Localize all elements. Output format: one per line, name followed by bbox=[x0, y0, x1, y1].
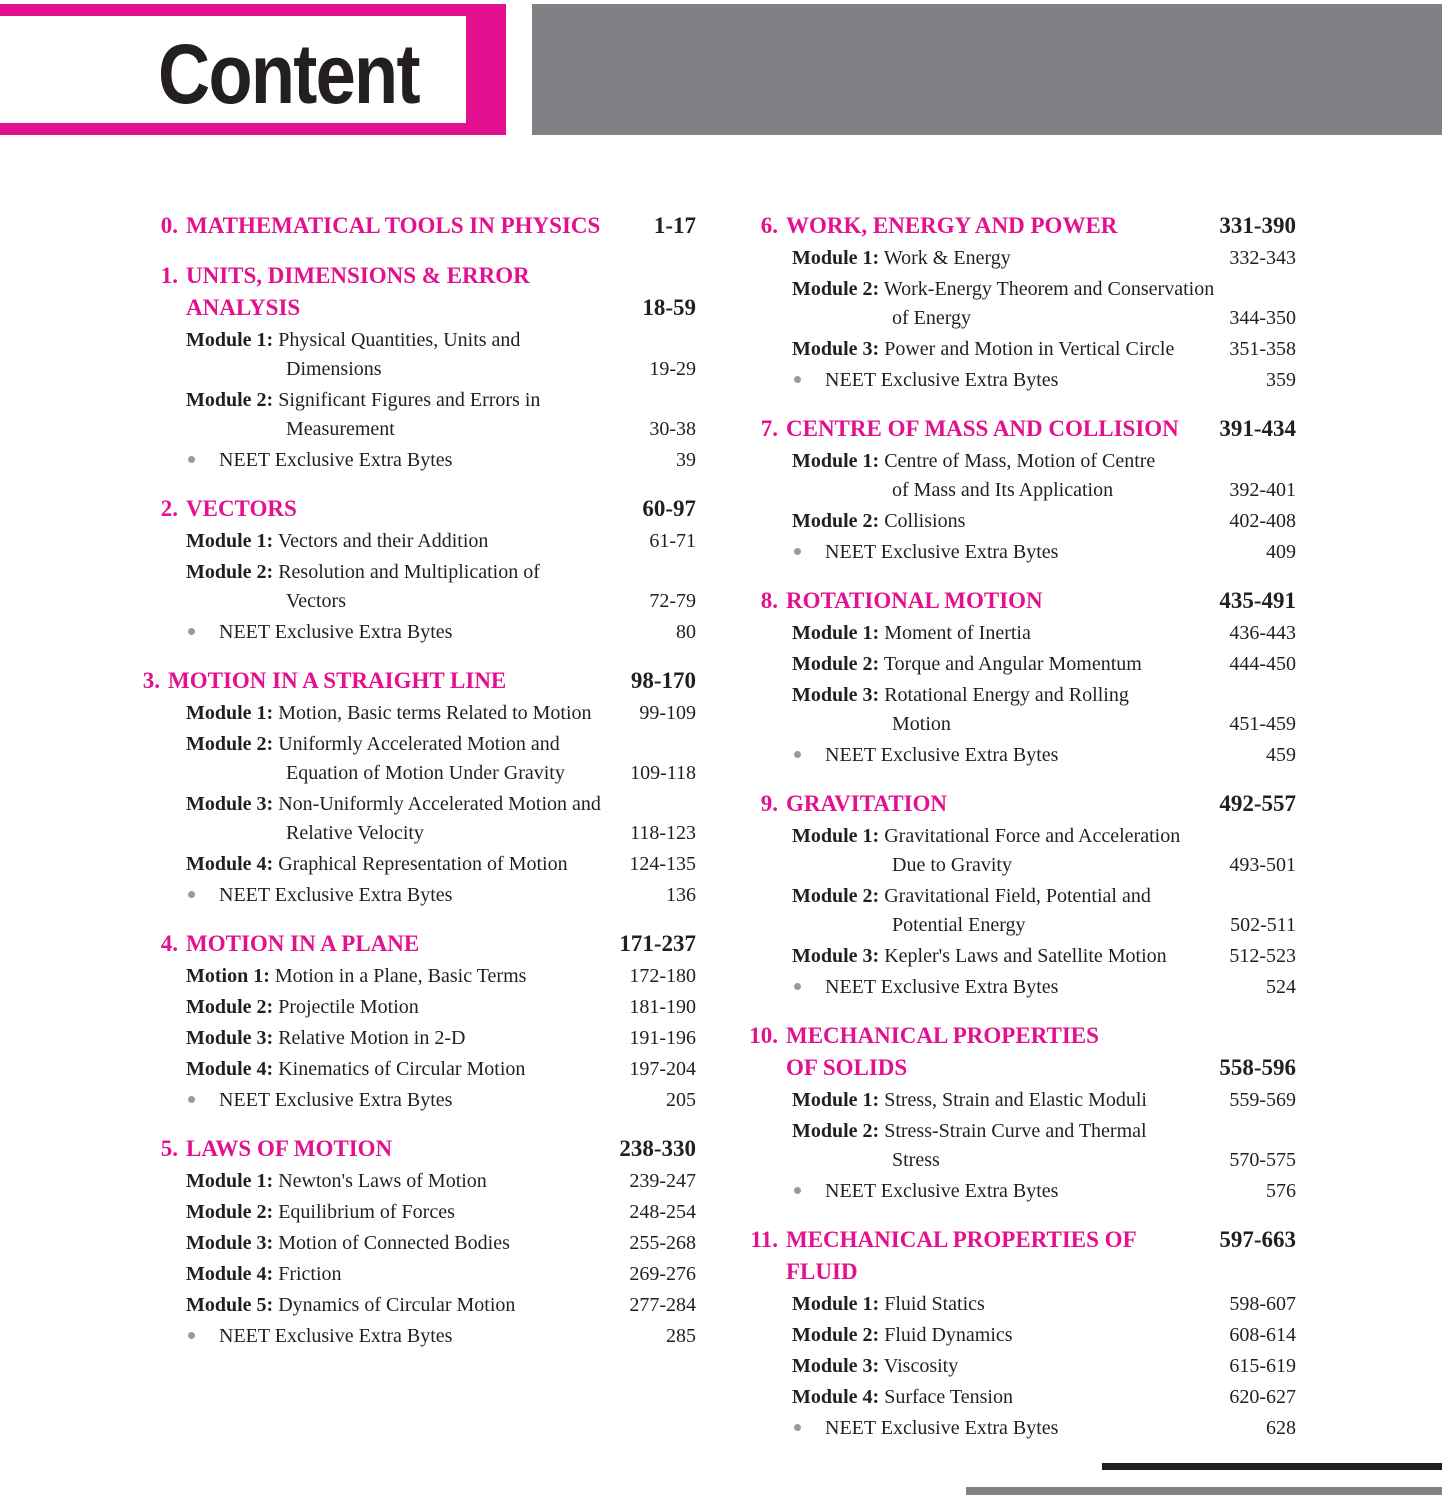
module-title: NEET Exclusive Extra Bytes bbox=[825, 744, 1059, 766]
module-title: Power and Motion in Vertical Circle bbox=[884, 338, 1175, 360]
module-title: NEET Exclusive Extra Bytes bbox=[219, 884, 453, 906]
footer-rule-gray bbox=[966, 1487, 1442, 1495]
chapter-title: WORK, ENERGY AND POWER bbox=[786, 213, 1118, 238]
module-title: Kinematics of Circular Motion bbox=[278, 1058, 526, 1080]
module-page-range: 136 bbox=[666, 884, 696, 906]
module-item[interactable] bbox=[186, 993, 696, 1022]
module-page-range: 72-79 bbox=[649, 590, 696, 612]
chapter-title: LAWS OF MOTION bbox=[186, 1136, 393, 1161]
module-title: Relative Velocity bbox=[286, 822, 424, 844]
module-page-range: 277-284 bbox=[629, 1294, 696, 1316]
bullet-icon bbox=[794, 751, 801, 758]
toc-chapter bbox=[138, 1133, 696, 1351]
module-label: Module 1: bbox=[792, 450, 880, 472]
module-item[interactable] bbox=[186, 527, 696, 556]
module-item[interactable] bbox=[186, 1055, 696, 1084]
module-page-range: 444-450 bbox=[1229, 653, 1296, 675]
bullet-icon bbox=[188, 891, 195, 898]
module-title: Friction bbox=[278, 1263, 342, 1285]
module-page-range: 205 bbox=[666, 1089, 696, 1111]
module-title: Projectile Motion bbox=[278, 996, 419, 1018]
chapter-heading[interactable] bbox=[744, 413, 1296, 445]
module-label: Module 2: bbox=[792, 1324, 880, 1346]
module-item[interactable] bbox=[792, 822, 1296, 880]
module-label: Module 2: bbox=[186, 996, 274, 1018]
module-title: Dynamics of Circular Motion bbox=[278, 1294, 516, 1316]
module-label: Module 1: bbox=[792, 1089, 880, 1111]
toc-chapter bbox=[744, 210, 1296, 395]
module-item[interactable] bbox=[792, 1117, 1296, 1175]
module-page-range: 39 bbox=[676, 449, 696, 471]
module-list bbox=[792, 822, 1296, 1002]
module-page-range: 118-123 bbox=[630, 822, 696, 844]
chapter-page-range: 238-330 bbox=[619, 1136, 696, 1161]
module-item[interactable] bbox=[186, 730, 696, 788]
extra-bytes-item[interactable] bbox=[792, 741, 1296, 770]
module-label: Module 2: bbox=[792, 653, 880, 675]
module-title: Equilibrium of Forces bbox=[278, 1201, 455, 1223]
module-title: Gravitational Force and Acceleration bbox=[884, 825, 1181, 847]
module-page-range: 615-619 bbox=[1229, 1355, 1296, 1377]
chapter-page-range: 331-390 bbox=[1219, 213, 1296, 238]
chapter-heading[interactable] bbox=[138, 928, 696, 960]
module-label: Module 1: bbox=[792, 247, 880, 269]
module-label: Module 4: bbox=[186, 1058, 274, 1080]
page-title: Content bbox=[158, 27, 419, 121]
module-title: Vectors and their Addition bbox=[277, 530, 489, 552]
module-title: Dimensions bbox=[286, 358, 382, 380]
module-label: Module 2: bbox=[792, 510, 880, 532]
module-label: Module 2: bbox=[186, 733, 274, 755]
chapter-title: ROTATIONAL MOTION bbox=[786, 588, 1043, 613]
chapter-heading[interactable] bbox=[744, 1224, 1296, 1288]
toc-chapter bbox=[138, 665, 696, 910]
module-title: Vectors bbox=[286, 590, 346, 612]
module-list bbox=[792, 1086, 1296, 1206]
extra-bytes-item[interactable] bbox=[186, 618, 696, 647]
bullet-icon bbox=[794, 376, 801, 383]
module-label: Module 1: bbox=[792, 825, 880, 847]
chapter-title: MOTION IN A STRAIGHT LINE bbox=[168, 668, 507, 693]
module-label: Module 2: bbox=[792, 278, 880, 300]
module-label: Module 3: bbox=[792, 338, 880, 360]
module-page-range: 502-511 bbox=[1230, 914, 1296, 936]
module-title: Rotational Energy and Rolling bbox=[884, 684, 1129, 706]
module-page-range: 392-401 bbox=[1229, 479, 1296, 501]
module-title: of Mass and Its Application bbox=[892, 479, 1114, 501]
module-title: Motion bbox=[892, 713, 951, 735]
module-title: Kepler's Laws and Satellite Motion bbox=[884, 945, 1167, 967]
chapter-heading[interactable] bbox=[744, 210, 1296, 242]
module-item[interactable] bbox=[186, 558, 696, 616]
module-title: Motion, Basic terms Related to Motion bbox=[278, 702, 592, 724]
module-title: Surface Tension bbox=[884, 1386, 1013, 1408]
module-title: Physical Quantities, Units and bbox=[278, 329, 521, 351]
module-list bbox=[792, 619, 1296, 770]
module-list bbox=[186, 1167, 696, 1351]
module-title: NEET Exclusive Extra Bytes bbox=[825, 976, 1059, 998]
header-band bbox=[532, 4, 1442, 135]
module-title: Relative Motion in 2-D bbox=[278, 1027, 466, 1049]
module-list bbox=[186, 326, 696, 475]
module-label: Module 4: bbox=[186, 853, 274, 875]
module-title: NEET Exclusive Extra Bytes bbox=[219, 621, 453, 643]
module-item[interactable] bbox=[792, 942, 1296, 971]
title-frame bbox=[0, 4, 506, 135]
extra-bytes-item[interactable] bbox=[792, 366, 1296, 395]
module-label: Module 2: bbox=[186, 1201, 274, 1223]
module-item[interactable] bbox=[792, 1321, 1296, 1350]
module-title: Motion in a Plane, Basic Terms bbox=[274, 965, 527, 987]
module-page-range: 30-38 bbox=[649, 418, 696, 440]
module-page-range: 99-109 bbox=[639, 702, 696, 724]
module-title: NEET Exclusive Extra Bytes bbox=[219, 1089, 453, 1111]
module-item[interactable] bbox=[792, 650, 1296, 679]
chapter-heading[interactable] bbox=[138, 493, 696, 525]
module-title: Fluid Statics bbox=[884, 1293, 985, 1315]
module-list bbox=[792, 244, 1296, 395]
module-title: Stress-Strain Curve and Thermal bbox=[884, 1120, 1147, 1142]
bullet-icon bbox=[188, 628, 195, 635]
module-item[interactable] bbox=[186, 1229, 696, 1258]
module-title: NEET Exclusive Extra Bytes bbox=[825, 541, 1059, 563]
module-title: NEET Exclusive Extra Bytes bbox=[219, 1325, 453, 1347]
toc-chapter bbox=[744, 1020, 1296, 1206]
module-label: Module 3: bbox=[792, 1355, 880, 1377]
module-item[interactable] bbox=[792, 275, 1296, 333]
module-page-range: 512-523 bbox=[1229, 945, 1296, 967]
chapter-page-range: 1-17 bbox=[653, 213, 696, 238]
bullet-icon bbox=[794, 983, 801, 990]
module-page-range: 436-443 bbox=[1229, 622, 1296, 644]
chapter-page-range: 98-170 bbox=[630, 668, 696, 693]
module-item[interactable] bbox=[792, 507, 1296, 536]
chapter-number: 1. bbox=[160, 263, 178, 288]
chapter-title: MECHANICAL PROPERTIES bbox=[786, 1023, 1099, 1048]
chapter-number: 2. bbox=[160, 496, 178, 521]
module-page-range: 181-190 bbox=[629, 996, 696, 1018]
module-label: Module 1: bbox=[186, 1170, 274, 1192]
module-title: Potential Energy bbox=[892, 914, 1026, 936]
module-page-range: 239-247 bbox=[629, 1170, 696, 1192]
extra-bytes-item[interactable] bbox=[792, 1414, 1296, 1443]
module-title: Motion of Connected Bodies bbox=[278, 1232, 510, 1254]
chapter-page-range: 391-434 bbox=[1219, 416, 1296, 441]
module-label: Module 3: bbox=[186, 1232, 274, 1254]
module-label: Module 1: bbox=[792, 622, 880, 644]
module-label: Module 2: bbox=[792, 1120, 880, 1142]
chapter-number: 4. bbox=[160, 931, 178, 956]
toc-chapter bbox=[138, 493, 696, 647]
module-page-range: 61-71 bbox=[649, 530, 696, 552]
chapter-page-range: 558-596 bbox=[1219, 1055, 1296, 1080]
module-list bbox=[186, 699, 696, 910]
module-title: Work-Energy Theorem and Conservation bbox=[883, 278, 1215, 300]
module-page-range: 451-459 bbox=[1229, 713, 1296, 735]
toc-chapter bbox=[138, 928, 696, 1115]
chapter-page-range: 60-97 bbox=[642, 496, 696, 521]
module-label: Module 2: bbox=[186, 389, 274, 411]
module-list bbox=[792, 447, 1296, 567]
module-title: NEET Exclusive Extra Bytes bbox=[825, 369, 1059, 391]
module-label: Module 3: bbox=[792, 684, 880, 706]
module-title: Stress, Strain and Elastic Moduli bbox=[884, 1089, 1147, 1111]
chapter-page-range: 435-491 bbox=[1219, 588, 1296, 613]
chapter-heading[interactable] bbox=[744, 1020, 1296, 1084]
module-title: Graphical Representation of Motion bbox=[278, 853, 568, 875]
extra-bytes-item[interactable] bbox=[186, 1086, 696, 1115]
toc-chapter bbox=[138, 260, 696, 475]
module-title: Measurement bbox=[286, 418, 395, 440]
bullet-icon bbox=[794, 548, 801, 555]
chapter-number: 11. bbox=[750, 1227, 778, 1252]
chapter-page-range: 492-557 bbox=[1219, 791, 1296, 816]
module-title: Significant Figures and Errors in bbox=[278, 389, 541, 411]
extra-bytes-item[interactable] bbox=[792, 973, 1296, 1002]
module-page-range: 598-607 bbox=[1229, 1293, 1296, 1315]
chapter-title: MATHEMATICAL TOOLS IN PHYSICS bbox=[186, 213, 601, 238]
module-item[interactable] bbox=[186, 1260, 696, 1289]
chapter-number: 9. bbox=[760, 791, 778, 816]
module-label: Module 3: bbox=[186, 793, 274, 815]
module-title: of Energy bbox=[892, 307, 972, 329]
chapter-title: MECHANICAL PROPERTIES OF FLUID bbox=[786, 1227, 1136, 1284]
extra-bytes-item[interactable] bbox=[186, 1322, 696, 1351]
module-title: Centre of Mass, Motion of Centre bbox=[884, 450, 1156, 472]
module-page-range: 409 bbox=[1266, 541, 1296, 563]
module-title: Viscosity bbox=[883, 1355, 959, 1377]
module-title: Equation of Motion Under Gravity bbox=[286, 762, 565, 784]
module-title: Resolution and Multiplication of bbox=[278, 561, 540, 583]
chapter-title: CENTRE OF MASS AND COLLISION bbox=[786, 416, 1179, 441]
chapter-number: 0. bbox=[160, 213, 178, 238]
chapter-heading[interactable] bbox=[744, 585, 1296, 617]
module-item[interactable] bbox=[792, 1383, 1296, 1412]
module-item[interactable] bbox=[186, 1291, 696, 1320]
module-page-range: 608-614 bbox=[1229, 1324, 1296, 1346]
chapter-title: OF SOLIDS bbox=[786, 1055, 908, 1080]
module-title: Newton's Laws of Motion bbox=[278, 1170, 487, 1192]
module-page-range: 493-501 bbox=[1229, 854, 1296, 876]
toc-chapter bbox=[138, 210, 696, 242]
module-label: Module 5: bbox=[186, 1294, 274, 1316]
bullet-icon bbox=[188, 1332, 195, 1339]
chapter-page-range: 18-59 bbox=[642, 295, 696, 320]
module-item[interactable] bbox=[792, 1086, 1296, 1115]
module-item[interactable] bbox=[792, 619, 1296, 648]
module-title: NEET Exclusive Extra Bytes bbox=[825, 1180, 1059, 1202]
toc-column-right bbox=[744, 210, 1296, 1461]
module-label: Module 2: bbox=[792, 885, 880, 907]
module-page-range: 124-135 bbox=[629, 853, 696, 875]
bullet-icon bbox=[794, 1187, 801, 1194]
module-item[interactable] bbox=[186, 1024, 696, 1053]
module-page-range: 255-268 bbox=[629, 1232, 696, 1254]
module-title: NEET Exclusive Extra Bytes bbox=[825, 1417, 1059, 1439]
module-item[interactable] bbox=[186, 790, 696, 848]
module-page-range: 19-29 bbox=[649, 358, 696, 380]
module-page-range: 109-118 bbox=[630, 762, 696, 784]
chapter-heading[interactable] bbox=[138, 1133, 696, 1165]
module-page-range: 248-254 bbox=[629, 1201, 696, 1223]
chapter-number: 7. bbox=[760, 416, 778, 441]
chapter-number: 8. bbox=[760, 588, 778, 613]
module-item[interactable] bbox=[186, 1198, 696, 1227]
chapter-page-range: 597-663 bbox=[1219, 1227, 1296, 1252]
chapter-title: MOTION IN A PLANE bbox=[186, 931, 420, 956]
module-page-range: 576 bbox=[1266, 1180, 1296, 1202]
module-label: Module 3: bbox=[186, 1027, 274, 1049]
extra-bytes-item[interactable] bbox=[792, 538, 1296, 567]
module-item[interactable] bbox=[186, 699, 696, 728]
chapter-page-range: 171-237 bbox=[619, 931, 696, 956]
bullet-icon bbox=[188, 456, 195, 463]
module-item[interactable] bbox=[186, 850, 696, 879]
module-page-range: 620-627 bbox=[1229, 1386, 1296, 1408]
module-title: NEET Exclusive Extra Bytes bbox=[219, 449, 453, 471]
module-title: Stress bbox=[892, 1149, 940, 1171]
chapter-number: 5. bbox=[160, 1136, 178, 1161]
chapter-title: GRAVITATION bbox=[786, 791, 948, 816]
chapter-number: 3. bbox=[142, 668, 160, 693]
module-list bbox=[792, 1290, 1296, 1443]
chapter-number: 10. bbox=[749, 1023, 778, 1048]
module-title: Fluid Dynamics bbox=[884, 1324, 1013, 1346]
module-item[interactable] bbox=[792, 244, 1296, 273]
extra-bytes-item[interactable] bbox=[186, 881, 696, 910]
bullet-icon bbox=[188, 1096, 195, 1103]
module-item[interactable] bbox=[186, 1167, 696, 1196]
module-label: Module 1: bbox=[186, 702, 274, 724]
chapter-title: UNITS, DIMENSIONS & ERROR bbox=[186, 263, 530, 288]
toc-chapter bbox=[744, 413, 1296, 567]
module-title: Uniformly Accelerated Motion and bbox=[278, 733, 560, 755]
module-item[interactable] bbox=[186, 962, 696, 991]
chapter-heading[interactable] bbox=[138, 210, 696, 242]
module-title: Moment of Inertia bbox=[884, 622, 1031, 644]
module-label: Motion 1: bbox=[186, 965, 270, 987]
module-page-range: 172-180 bbox=[629, 965, 696, 987]
module-page-range: 80 bbox=[676, 621, 696, 643]
module-title: Gravitational Field, Potential and bbox=[884, 885, 1151, 907]
module-list bbox=[186, 962, 696, 1115]
module-title: Due to Gravity bbox=[892, 854, 1012, 876]
extra-bytes-item[interactable] bbox=[186, 446, 696, 475]
toc-column-left bbox=[138, 210, 696, 1369]
module-page-range: 344-350 bbox=[1229, 307, 1296, 329]
bullet-icon bbox=[794, 1424, 801, 1431]
module-item[interactable] bbox=[186, 386, 696, 444]
chapter-number: 6. bbox=[760, 213, 778, 238]
module-title: Torque and Angular Momentum bbox=[883, 653, 1142, 675]
module-item[interactable] bbox=[792, 1352, 1296, 1381]
module-page-range: 351-358 bbox=[1229, 338, 1296, 360]
module-label: Module 4: bbox=[186, 1263, 274, 1285]
extra-bytes-item[interactable] bbox=[792, 1177, 1296, 1206]
module-page-range: 570-575 bbox=[1229, 1149, 1296, 1171]
module-page-range: 628 bbox=[1266, 1417, 1296, 1439]
module-item[interactable] bbox=[186, 326, 696, 384]
toc-chapter bbox=[744, 1224, 1296, 1443]
title-panel bbox=[0, 16, 466, 123]
module-label: Module 2: bbox=[186, 561, 274, 583]
module-page-range: 359 bbox=[1266, 369, 1296, 391]
footer-rule-dark bbox=[1102, 1463, 1442, 1470]
module-page-range: 285 bbox=[666, 1325, 696, 1347]
module-page-range: 559-569 bbox=[1229, 1089, 1296, 1111]
module-title: Non-Uniformly Accelerated Motion and bbox=[278, 793, 601, 815]
module-label: Module 1: bbox=[186, 530, 274, 552]
module-label: Module 3: bbox=[792, 945, 880, 967]
module-page-range: 197-204 bbox=[629, 1058, 696, 1080]
module-item[interactable] bbox=[792, 882, 1296, 940]
module-item[interactable] bbox=[792, 447, 1296, 505]
module-title: Collisions bbox=[884, 510, 966, 532]
toc-chapter bbox=[744, 585, 1296, 770]
module-label: Module 4: bbox=[792, 1386, 880, 1408]
module-item[interactable] bbox=[792, 681, 1296, 739]
module-label: Module 1: bbox=[186, 329, 274, 351]
module-page-range: 459 bbox=[1266, 744, 1296, 766]
module-page-range: 332-343 bbox=[1229, 247, 1296, 269]
module-item[interactable] bbox=[792, 335, 1296, 364]
module-title: Work & Energy bbox=[883, 247, 1011, 269]
module-page-range: 524 bbox=[1266, 976, 1296, 998]
module-label: Module 1: bbox=[792, 1293, 880, 1315]
toc-chapter bbox=[744, 788, 1296, 1002]
module-page-range: 191-196 bbox=[629, 1027, 696, 1049]
chapter-heading[interactable] bbox=[744, 788, 1296, 820]
chapter-heading[interactable] bbox=[138, 665, 696, 697]
module-item[interactable] bbox=[792, 1290, 1296, 1319]
chapter-title: VECTORS bbox=[186, 496, 297, 521]
chapter-heading[interactable] bbox=[138, 260, 696, 324]
module-page-range: 269-276 bbox=[629, 1263, 696, 1285]
chapter-title: ANALYSIS bbox=[186, 295, 301, 320]
module-list bbox=[186, 527, 696, 647]
module-page-range: 402-408 bbox=[1229, 510, 1296, 532]
